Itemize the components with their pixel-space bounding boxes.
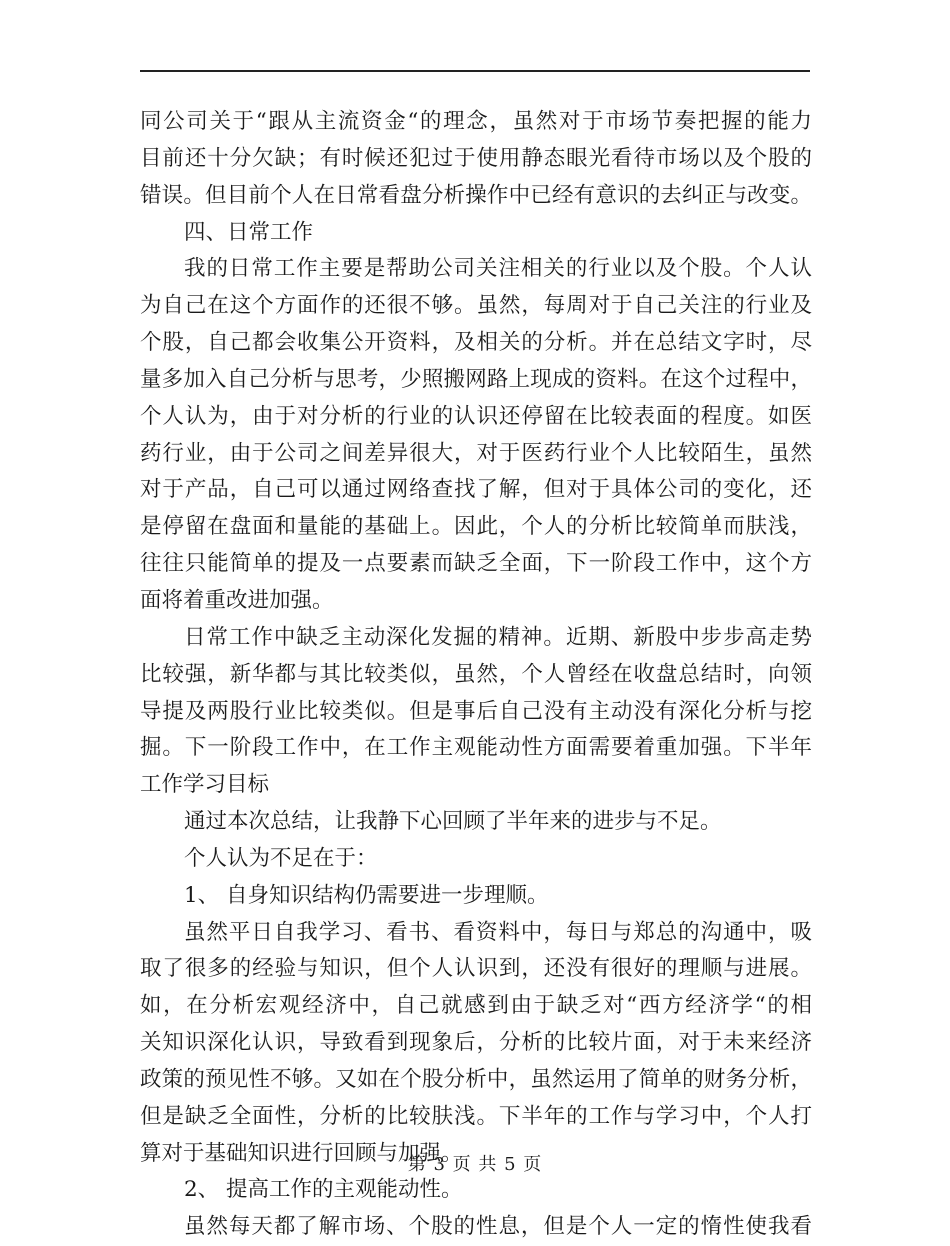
text-line: 虽然平日自我学习、看书、看资料中，每日与郑总的沟通中，吸 <box>184 919 812 945</box>
text-line: 掘。下一阶段工作中，在工作主观能动性方面需要着重加强。下半年 <box>140 735 812 761</box>
text-line: 目前还十分欠缺；有时候还犯过于使用静态眼光看待市场以及个股的 <box>140 145 812 171</box>
text-line: 个人认为不足在于： <box>184 845 378 871</box>
body-text <box>140 104 812 1246</box>
text-line: 往往只能简单的提及一点要素而缺乏全面，下一阶段工作中，这个方 <box>140 551 812 577</box>
text-line: 政策的预见性不够。又如在个股分析中，虽然运用了简单的财务分析， <box>140 1066 812 1092</box>
text-line: 关知识深化认识，导致看到现象后，分析的比较片面，对于未来经济 <box>140 1030 812 1056</box>
header-rule <box>140 70 810 72</box>
text-line: 为自己在这个方面作的还很不够。虽然，每周对于自己关注的行业及 <box>140 293 812 319</box>
text-line: 但是缺乏全面性，分析的比较肤浅。下半年的工作与学习中，个人打 <box>140 1103 812 1129</box>
text-line: 2、 提高工作的主观能动性。 <box>184 1177 463 1203</box>
text-line: 工作学习目标 <box>140 772 270 798</box>
text-line: 个人认为，由于对分析的行业的认识还停留在比较表面的程度。如医 <box>140 403 812 429</box>
text-line: 四、日常工作 <box>184 219 314 245</box>
text-line: 我的日常工作主要是帮助公司关注相关的行业以及个股。个人认 <box>184 256 812 282</box>
page-number-footer: 第 3 页 共 5 页 <box>407 1154 543 1175</box>
text-line: 算对于基础知识进行回顾与加强。 <box>140 1140 463 1166</box>
text-line: 1、 自身知识结构仍需要进一步理顺。 <box>184 882 549 908</box>
text-line: 虽然每天都了解市场、个股的性息，但是个人一定的惰性使我看 <box>184 1214 812 1240</box>
text-line: 导提及两股行业比较类似。但是事后自己没有主动没有深化分析与挖 <box>140 698 812 724</box>
text-line: 是停留在盘面和量能的基础上。因此，个人的分析比较简单而肤浅， <box>140 514 812 540</box>
text-line: 面将着重改进加强。 <box>140 587 334 613</box>
text-line: 日常工作中缺乏主动深化发掘的精神。近期、新股中步步高走势 <box>184 624 812 650</box>
text-line: 取了很多的经验与知识，但个人认识到，还没有很好的理顺与进展。 <box>140 956 812 982</box>
text-line: 量多加入自己分析与思考，少照搬网路上现成的资料。在这个过程中， <box>140 366 812 392</box>
text-line: 对于产品，自己可以通过网络查找了解，但对于具体公司的变化，还 <box>140 477 812 503</box>
text-line: 通过本次总结，让我静下心回顾了半年来的进步与不足。 <box>184 809 722 835</box>
text-line: 比较强，新华都与其比较类似，虽然，个人曾经在收盘总结时，向领 <box>140 661 812 687</box>
text-line: 错误。但目前个人在日常看盘分析操作中已经有意识的去纠正与改变。 <box>140 182 812 208</box>
text-line: 如，在分析宏观经济中，自己就感到由于缺乏对“西方经济学“的相 <box>140 993 812 1019</box>
text-line: 个股，自己都会收集公开资料，及相关的分析。并在总结文字时，尽 <box>140 330 812 356</box>
text-line: 同公司关于“跟从主流资金“的理念，虽然对于市场节奏把握的能力 <box>140 109 812 134</box>
text-line: 药行业，由于公司之间差异很大，对于医药行业个人比较陌生，虽然 <box>140 440 812 466</box>
